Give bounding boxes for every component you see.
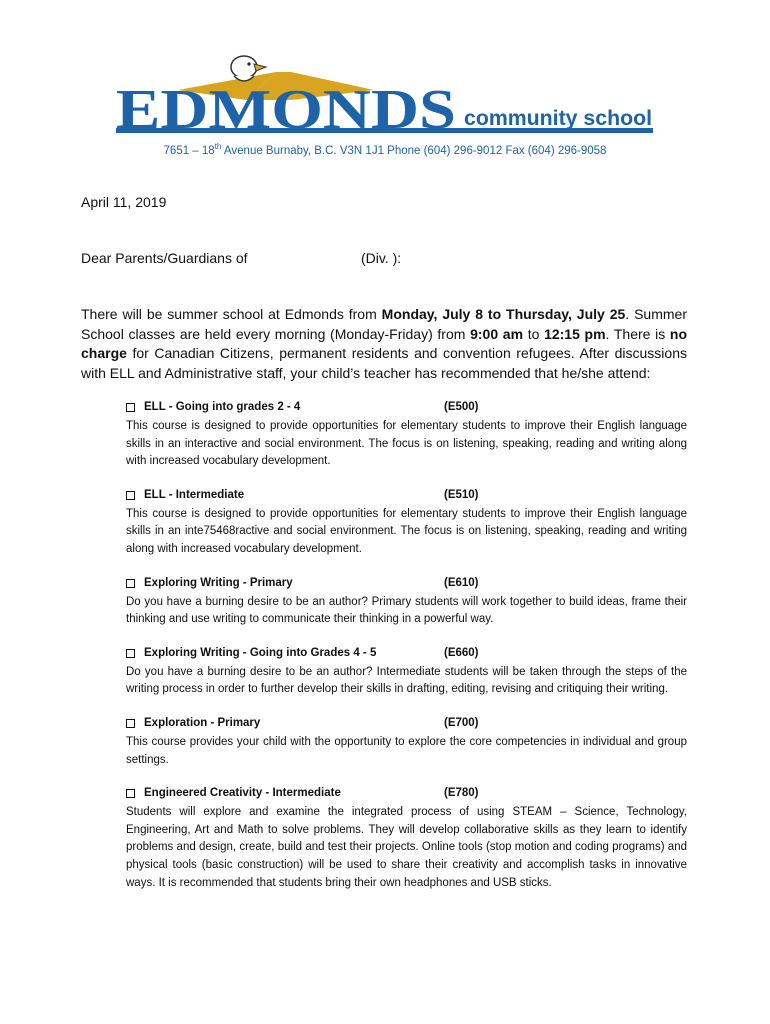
course-item-e610 [126, 576, 687, 629]
salutation [81, 250, 481, 270]
intro-text: for Canadian Citizens, permanent residents and convention refugees. After discussions with ELL and Administrative staff, your child’s teacher has recommended that he/she attend: [81, 345, 687, 381]
course-item-e780 [126, 786, 687, 892]
course-checkbox[interactable] [126, 649, 135, 658]
eagle-logo-icon [116, 52, 661, 142]
course-code: (E780) [444, 787, 479, 800]
intro-dates: Monday, July 8 to Thursday, July 25 [381, 306, 626, 322]
intro-text: . Summer School classes are held every morning (Monday-Friday) from [81, 306, 687, 342]
course-checkbox[interactable] [126, 719, 135, 728]
course-item-e700 [126, 716, 687, 769]
course-checkbox[interactable] [126, 789, 135, 798]
course-description: This course is designed to provide opportunities for elementary students to improve their English language skills in an inte75468ractive and social environment. The focus is on listening, speaking, reading and writing along with increased vocabulary development. [126, 507, 687, 555]
course-title: ELL - Going into grades 2 - 4 [144, 401, 301, 413]
intro-text: There will be summer school at Edmonds from [81, 306, 382, 322]
letter-date: April 11, 2019 [81, 194, 167, 210]
course-checkbox[interactable] [126, 491, 135, 500]
address-text-rest: Avenue Burnaby, B.C. V3N 1J1 Phone (604) 296-9012 Fax (604) 296-9058 [221, 144, 607, 157]
logo-name: EDMONDS [116, 79, 456, 141]
course-item-e500 [126, 400, 687, 471]
course-header [126, 646, 687, 664]
address-text: 7651 – 18 [163, 144, 215, 157]
course-checkbox[interactable] [126, 403, 135, 412]
course-description: Students will explore and examine the integrated process of using STEAM – Science, Technology, Engineering, Art and Math to solve problems. They will develop collaborative skills as they learn to identify problems and design, create, build and test their projects. Online tools (stop motion and coding programs) and physical tools (basic construction) will be used to share their creativity and accomplish tasks in innovative ways. It is recommended that students bring their own headphones and USB sticks. [126, 806, 687, 889]
course-header [126, 716, 687, 734]
course-header [126, 400, 687, 418]
intro-paragraph [81, 305, 687, 383]
course-description: Do you have a burning desire to be an author? Intermediate students will be taken through the steps of the writing process in order to further develop their skills in drafting, editing, revising and critiquing their writing. [126, 665, 687, 696]
division-label: (Div. ): [361, 250, 402, 266]
course-description: This course is designed to provide opportunities for elementary students to improve their English language skills in an interactive and social environment. The focus is on listening, speaking, reading and writing along with increased vocabulary development. [126, 420, 687, 468]
course-header [126, 576, 687, 594]
intro-text: . There is [605, 325, 670, 342]
course-code: (E700) [444, 716, 479, 729]
school-logo [116, 52, 661, 142]
course-code: (E610) [444, 576, 479, 589]
course-title: Exploration - Primary [144, 716, 261, 729]
course-list [126, 400, 687, 909]
course-item-e510 [126, 488, 687, 559]
intro-start-time: 9:00 am [470, 325, 524, 342]
course-checkbox[interactable] [126, 579, 135, 588]
course-code: (E500) [444, 401, 479, 413]
intro-end-time: 12:15 pm [544, 325, 606, 342]
course-code: (E510) [444, 488, 479, 501]
course-item-e660 [126, 646, 687, 699]
course-title: Exploring Writing - Going into Grades 4 - 5 [144, 646, 377, 659]
school-address [0, 142, 770, 157]
intro-no-charge: no charge [81, 325, 687, 361]
course-description: This course provides your child with the opportunity to explore the core competencies in individual and group settings. [126, 735, 687, 766]
course-title: Engineered Creativity - Intermediate [144, 787, 341, 800]
logo-tagline: community school [464, 107, 652, 130]
address-superscript: th [214, 142, 222, 151]
course-title: ELL - Intermediate [144, 488, 245, 501]
course-header [126, 786, 687, 804]
course-code: (E660) [444, 646, 479, 659]
course-title: Exploring Writing - Primary [144, 576, 293, 589]
course-description: Do you have a burning desire to be an author? Primary students will work together to build ideas, frame their thinking and use writing to communicate their thinking in a powerful way. [126, 595, 687, 626]
course-header [126, 488, 687, 506]
salutation-text: Dear Parents/Guardians of [81, 250, 248, 266]
intro-text: to [523, 325, 545, 342]
